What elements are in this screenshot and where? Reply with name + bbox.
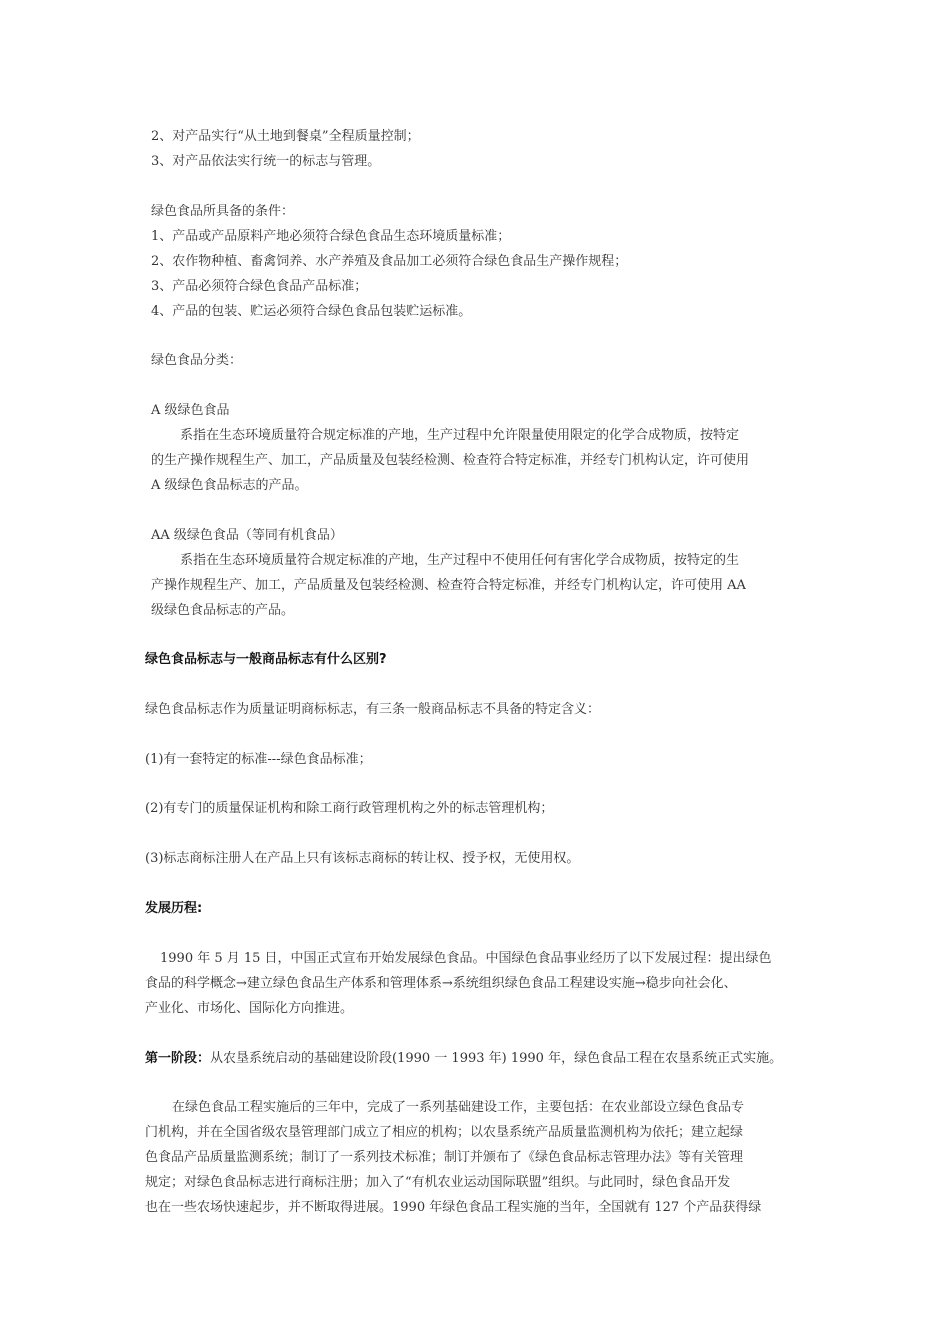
a-grade-line: A 级绿色食品标志的产品。 bbox=[151, 478, 308, 493]
a-grade-line: 的生产操作规程生产、加工，产品质量及包装经检测、检查符合特定标准，并经专门机构认定，许可使用 bbox=[151, 453, 750, 468]
history-heading: 发展历程: bbox=[145, 901, 203, 916]
history-para1-line: 产业化、市场化、国际化方向推进。 bbox=[145, 1001, 354, 1016]
conditions-title: 绿色食品所具备的条件： bbox=[151, 204, 295, 219]
difference-point: (1)有一套特定的标准---绿色食品标准； bbox=[145, 752, 372, 767]
a-grade-title: A 级绿色食品 bbox=[151, 403, 230, 418]
classification-title: 绿色食品分类： bbox=[151, 353, 243, 368]
aa-grade-line: 级绿色食品标志的产品。 bbox=[151, 603, 295, 618]
difference-heading: 绿色食品标志与一般商品标志有什么区别? bbox=[145, 652, 387, 667]
history-para2-line: 在绿色食品工程实施后的三年中，完成了一系列基础建设工作，主要包括：在农业部设立绿色食品专 bbox=[172, 1100, 745, 1115]
difference-intro: 绿色食品标志作为质量证明商标标志，有三条一般商品标志不具备的特定含义： bbox=[145, 702, 601, 717]
condition-item: 2、农作物种植、畜禽饲养、水产养殖及食品加工必须符合绿色食品生产操作规程； bbox=[151, 254, 628, 269]
history-para1-line: 食品的科学概念→建立绿色食品生产体系和管理体系→系统组织绿色食品工程建设实施→稳步向社会化、 bbox=[145, 976, 737, 991]
stage1-label: 第一阶段： bbox=[145, 1051, 211, 1066]
condition-item: 4、产品的包装、贮运必须符合绿色食品包装贮运标准。 bbox=[151, 304, 472, 319]
condition-item: 3、产品必须符合绿色食品产品标准； bbox=[151, 279, 368, 294]
history-para1-line: 1990 年 5 月 15 日，中国正式宣布开始发展绿色食品。中国绿色食品事业经历了以下发展过程：提出绿色 bbox=[160, 951, 772, 966]
condition-item: 1、产品或产品原料产地必须符合绿色食品生态环境质量标准； bbox=[151, 229, 511, 244]
difference-point: (2)有专门的质量保证机构和除工商行政管理机构之外的标志管理机构； bbox=[145, 801, 554, 816]
difference-point: (3)标志商标注册人在产品上只有该标志商标的转让权、授予权，无使用权。 bbox=[145, 851, 580, 866]
aa-grade-line: 产操作规程生产、加工，产品质量及包装经检测、检查符合特定标准，并经专门机构认定，许可使用 AA bbox=[151, 578, 746, 593]
stage1-text: 从农垦系统启动的基础建设阶段(1990 一 1993 年) 1990 年，绿色食品工程在农垦系统正式实施。 bbox=[210, 1051, 783, 1066]
stage1-line bbox=[145, 1049, 782, 1069]
history-para2-line: 色食品产品质量监测系统；制订了一系列技术标准；制订并颁布了《绿色食品标志管理办法》等有关管理 bbox=[145, 1150, 744, 1165]
intro-item-3: 3、对产品依法实行统一的标志与管理。 bbox=[151, 154, 381, 169]
history-para2-line: 也在一些农场快速起步，并不断取得进展。1990 年绿色食品工程实施的当年，全国就有 127 个产品获得绿 bbox=[145, 1200, 762, 1215]
aa-grade-line: 系指在生态环境质量符合规定标准的产地，生产过程中不使用任何有害化学合成物质，按特定的生 bbox=[180, 553, 740, 568]
a-grade-line: 系指在生态环境质量符合规定标准的产地，生产过程中允许限量使用限定的化学合成物质，按特定 bbox=[180, 428, 740, 443]
history-para2-line: 规定；对绿色食品标志进行商标注册；加入了“有机农业运动国际联盟”组织。与此同时，绿色食品开发 bbox=[145, 1175, 731, 1190]
history-para2-line: 门机构，并在全国省级农垦管理部门成立了相应的机构；以农垦系统产品质量监测机构为依托；建立起绿 bbox=[145, 1125, 744, 1140]
aa-grade-title: AA 级绿色食品（等同有机食品） bbox=[151, 528, 343, 543]
intro-item-2: 2、对产品实行“从土地到餐桌”全程质量控制； bbox=[151, 129, 420, 144]
